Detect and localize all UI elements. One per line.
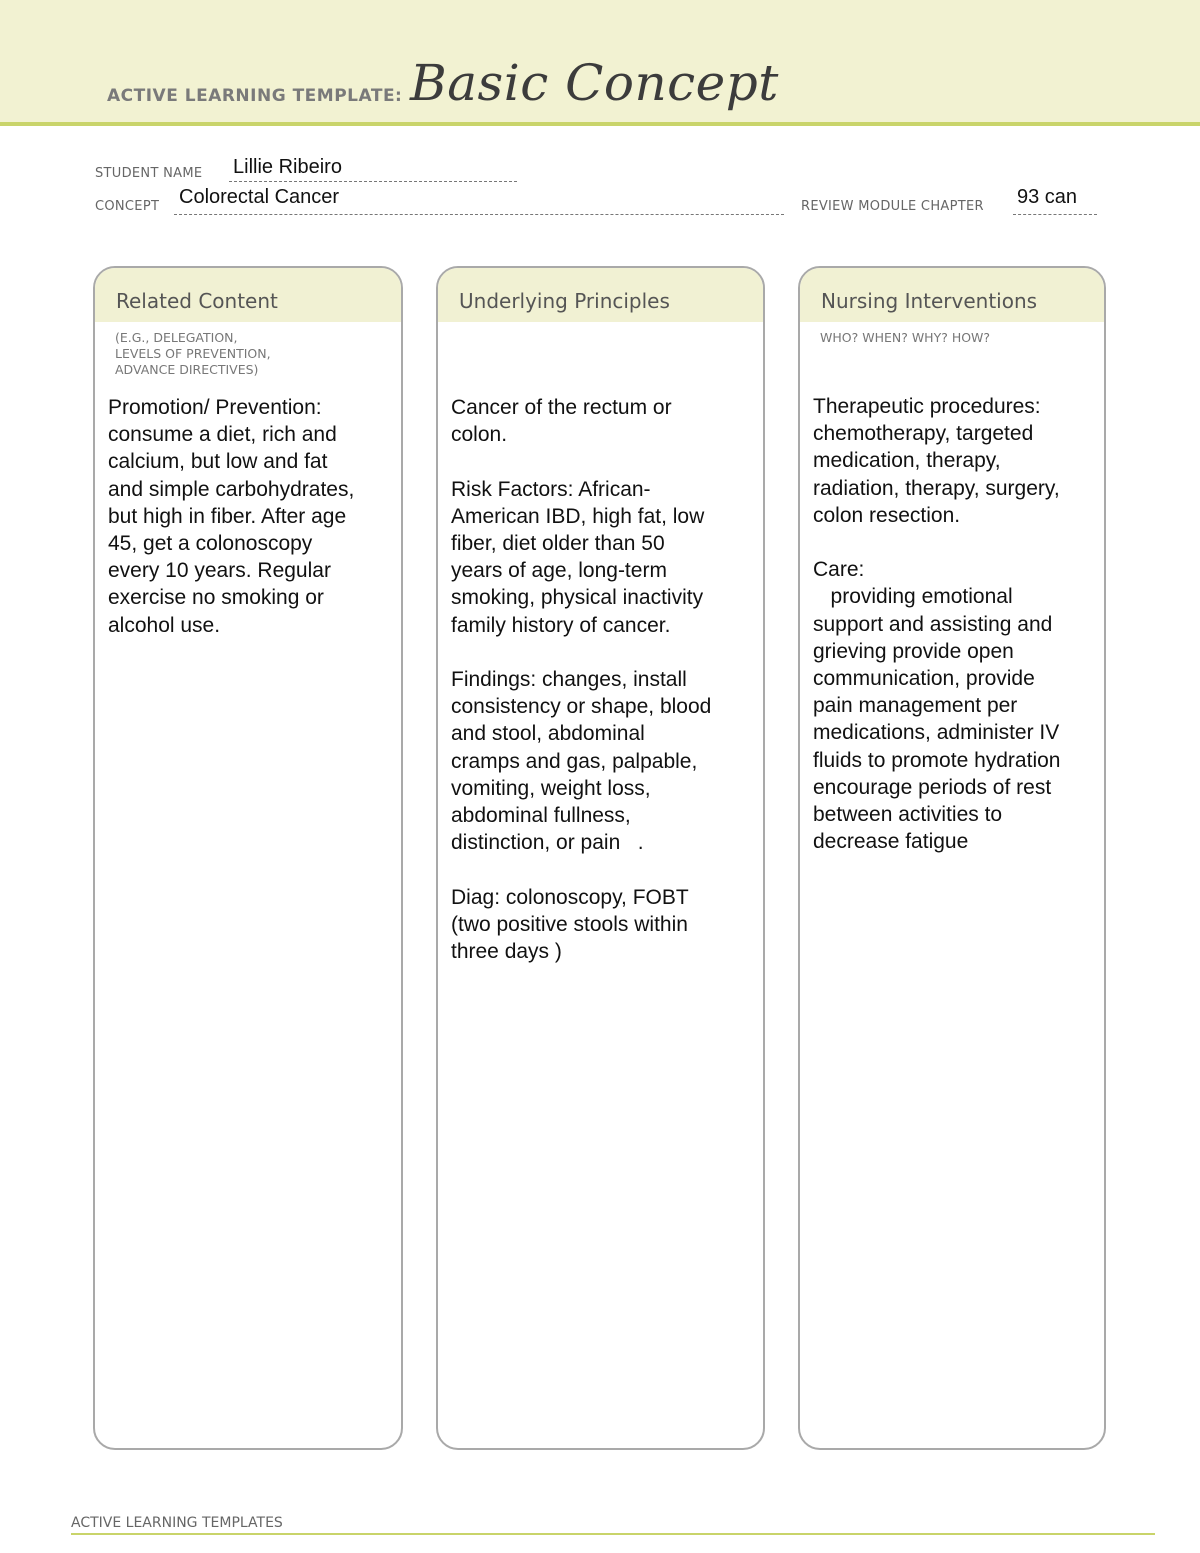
underlying-principles-text[interactable]: Cancer of the rectum or colon. Risk Factors: African- American IBD, high fat, low fiber, diet older than 50 years of age, long-term smoking, physical inactivity family history of cancer. Findings: changes, install consistency or shape, blood and stool, abdominal cramps and gas, palpable, vomiting, weight loss, abdominal fullness, distinction, or pain . Diag: colonoscopy, FOBT (two positive stools within three days ) [451, 396, 712, 964]
template-title: Basic Concept [410, 54, 779, 112]
card-title-underlying-principles: Underlying Principles [459, 289, 670, 313]
card-title-nursing-interventions: Nursing Interventions [821, 289, 1038, 313]
card-related-content [93, 266, 403, 1450]
nursing-interventions-text[interactable]: Therapeutic procedures: chemotherapy, targeted medication, therapy, radiation, therapy, surgery, colon resection. Care: providing emotional support and assisting and grieving provide open communication, provide pain management per medications, administer IV fluids to promote hydration encourage periods of rest between activities to decrease fatigue [813, 395, 1061, 854]
student-name-field[interactable]: Lillie Ribeiro [233, 156, 342, 178]
header-divider [0, 122, 1200, 126]
concept-field[interactable]: Colorectal Cancer [179, 186, 340, 208]
card-underlying-principles [436, 266, 765, 1450]
footer-text: ACTIVE LEARNING TEMPLATES [71, 1515, 283, 1531]
concept-line [174, 214, 784, 215]
review-chapter-label: REVIEW MODULE CHAPTER [801, 199, 984, 214]
concept-label: CONCEPT [95, 199, 160, 214]
student-name-line [229, 181, 517, 182]
card-title-related-content: Related Content [116, 289, 278, 313]
card-subtitle-nursing-interventions: WHO? WHEN? WHY? HOW? [820, 330, 991, 345]
card-nursing-interventions [798, 266, 1106, 1450]
review-chapter-line [1013, 214, 1097, 215]
footer-divider [71, 1533, 1155, 1535]
template-label: ACTIVE LEARNING TEMPLATE: [107, 86, 403, 106]
related-content-text[interactable]: Promotion/ Prevention: consume a diet, rich and calcium, but low and fat and simple carbohydrates, but high in fiber. After age 45, get a colonoscopy every 10 years. Regular exercise no smoking or alcohol use. [108, 396, 355, 637]
student-name-label: STUDENT NAME [95, 166, 203, 181]
card-subtitle-related-content: (E.G., DELEGATION, LEVELS OF PREVENTION, ADVANCE DIRECTIVES) [115, 330, 271, 377]
review-chapter-field[interactable]: 93 can [1017, 186, 1078, 208]
